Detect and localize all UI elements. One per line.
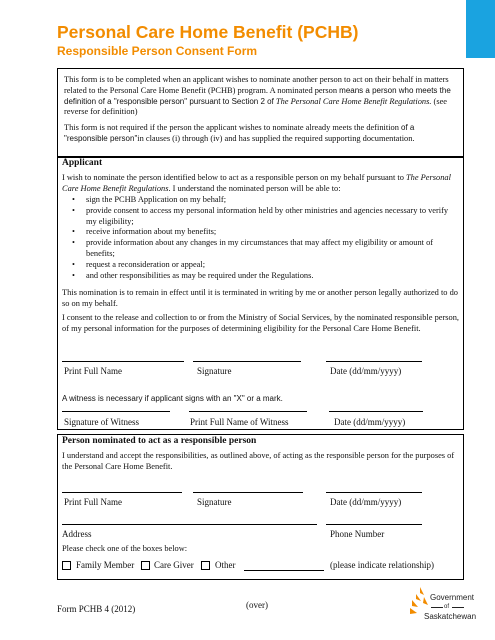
intro-text: means a person who meets the definition of a "responsible person" pursuant to Section 2 of: [64, 85, 451, 106]
responsibility-list: [62, 195, 460, 281]
phone-label: Phone Number: [330, 529, 385, 539]
regulations-title: The Personal Care Home Benefit Regulations: [62, 173, 451, 193]
witness-signature-label: Signature of Witness: [64, 417, 139, 427]
intro-text: of a "responsible person": [64, 123, 415, 143]
list-item: • and other responsibilities as may be required under the Regulations.: [62, 271, 460, 282]
witness-date-label: Date (dd/mm/yyyy): [334, 417, 406, 427]
logo-line-1: Government: [430, 593, 475, 602]
list-item: • receive information about my benefits;: [62, 227, 460, 238]
logo-line-2: of: [444, 604, 450, 610]
consent-text: I consent to the release and collection to or from the Ministry of Social Services, by the nominated responsible person, of my personal information for the purposes of determining eligibility for the Personal Care Home Benefit.: [62, 313, 460, 333]
intro-text: This form is to be completed when an applicant wishes to nominate another person to act on their behalf in matters related to the Personal Care Home Benefit (PCHB) program. A nominated person: [64, 75, 449, 95]
applicant-date-label: Date (dd/mm/yyyy): [330, 366, 402, 376]
logo-line-3: Saskatchewan: [424, 612, 477, 621]
applicant-intro: [62, 173, 460, 195]
intro-text: This form is not required if the person the applicant wishes to nominate already meets the definition: [64, 123, 399, 132]
responsible-name-label: Print Full Name: [64, 497, 122, 507]
other-checkbox[interactable]: [201, 561, 210, 570]
list-item: • provide information about any changes in my circumstances that may affect my eligibility or amount of benefits;: [62, 238, 460, 260]
witness-name-line[interactable]: [189, 411, 307, 412]
responsible-signature-line[interactable]: [193, 492, 303, 493]
applicant-heading: Applicant: [62, 158, 103, 168]
applicant-name-line[interactable]: [62, 361, 184, 362]
witness-name-label: Print Full Name of Witness: [190, 417, 289, 427]
responsible-date-line[interactable]: [326, 492, 422, 493]
responsible-person-text: I understand and accept the responsibilities, as outlined above, of acting as the responsible person for the purposes of the Personal Care Home Benefit.: [62, 451, 455, 471]
phone-line[interactable]: [326, 524, 422, 525]
responsible-date-label: Date (dd/mm/yyyy): [330, 497, 402, 507]
government-logo: [404, 585, 476, 635]
applicant-intro-text: I wish to nominate the person identified below to act as a responsible person on my behalf pursuant to: [62, 173, 404, 182]
relationship-hint: (please indicate relationship): [330, 560, 434, 570]
witness-note: A witness is necessary if applicant signs with an "X" or a mark.: [62, 394, 283, 403]
logo-rule: [452, 607, 464, 608]
responsible-person-heading: Person nominated to act as a responsible person: [62, 436, 257, 446]
relationship-line[interactable]: [244, 570, 324, 571]
care-giver-label: Care Giver: [154, 560, 194, 570]
applicant-signature-line[interactable]: [193, 361, 301, 362]
over-note: (over): [246, 600, 268, 610]
family-member-label: Family Member: [76, 560, 135, 570]
address-label: Address: [62, 529, 92, 539]
form-id: Form PCHB 4 (2012): [57, 604, 136, 614]
applicant-signature-label: Signature: [197, 366, 232, 376]
responsible-name-line[interactable]: [62, 492, 182, 493]
applicant-intro-text: . I understand the nominated person will be able to:: [168, 183, 341, 193]
responsible-signature-label: Signature: [197, 497, 232, 507]
intro-text: in clauses (i) through (iv) and has supplied the required supporting documentation.: [137, 133, 415, 143]
list-item: • sign the PCHB Application on my behalf;: [62, 195, 460, 206]
list-item: • provide consent to access my personal information held by other ministries and agencies necessary to verify my eligibility;: [62, 206, 460, 228]
applicant-name-label: Print Full Name: [64, 366, 122, 376]
intro-text: (see reverse for definition): [64, 96, 448, 117]
page-title: Personal Care Home Benefit (PCHB): [57, 22, 359, 42]
checkbox-prompt: Please check one of the boxes below:: [62, 544, 188, 553]
witness-date-line[interactable]: [329, 411, 423, 412]
page-subtitle: Responsible Person Consent Form: [57, 44, 258, 58]
list-item: • request a reconsideration or appeal;: [62, 260, 460, 271]
regulations-title: The Personal Care Home Benefit Regulations.: [275, 96, 432, 106]
logo-rule: [431, 607, 443, 608]
address-line[interactable]: [62, 524, 317, 525]
header-color-band: [466, 0, 495, 58]
witness-signature-line[interactable]: [62, 411, 170, 412]
applicant-date-line[interactable]: [326, 361, 422, 362]
family-member-checkbox[interactable]: [62, 561, 71, 570]
intro-paragraph-2: [64, 123, 460, 145]
intro-paragraph-1: [64, 75, 460, 118]
care-giver-checkbox[interactable]: [141, 561, 150, 570]
termination-text: This nomination is to remain in effect until it is terminated in writing by me or another person legally authorized to do so on my behalf.: [62, 288, 458, 308]
other-label: Other: [215, 560, 236, 570]
